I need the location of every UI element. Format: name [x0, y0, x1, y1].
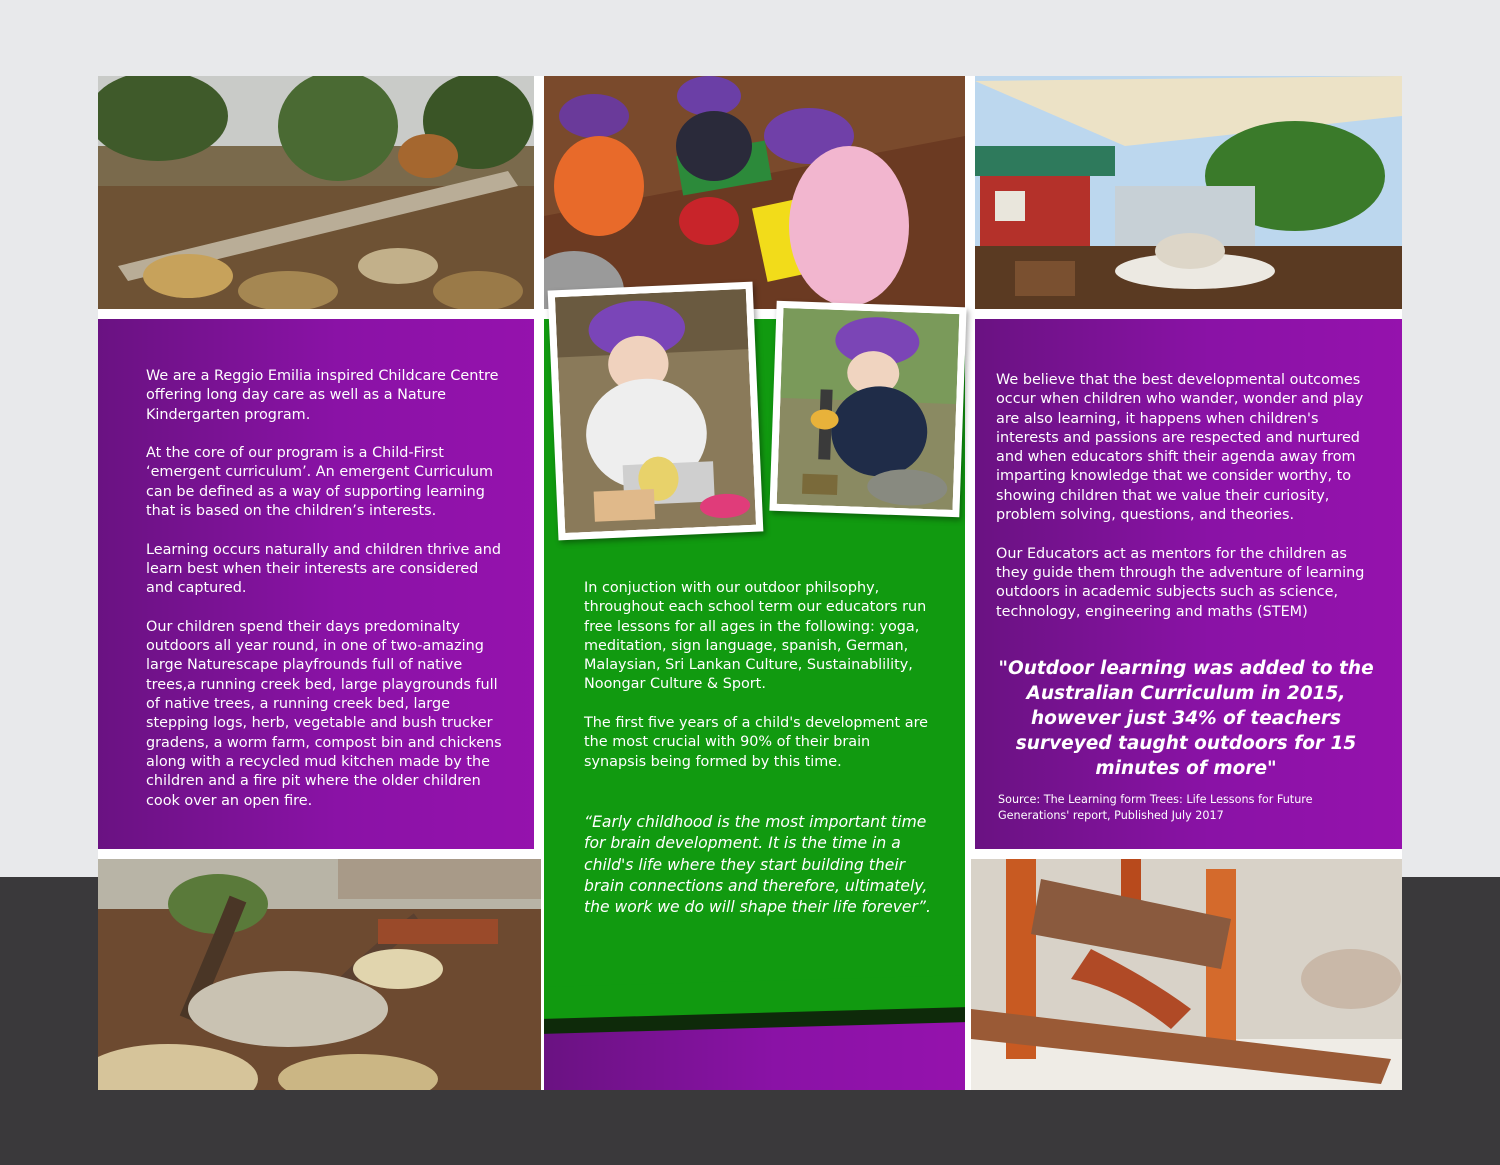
- center-quote: “Early childhood is the most important time for brain development. It is the time in a child's life where they start building their brain connections and therefore, ultimately, the work we do will shape their life forever”.: [584, 813, 931, 917]
- polaroid-photo-child-sawing: [548, 282, 764, 541]
- photo-shade-sail-playground: [975, 76, 1402, 309]
- center-paragraph: The first five years of a child's development are the most crucial with 90% of their brain synapsis being formed by this time.: [584, 715, 929, 770]
- right-paragraph: We believe that the best developmental outcomes occur when children who wander, wonder and play are also learning, it happens when children's interests and passions are respected and nurtured and when educators shift their agenda away from imparting knowledge that we consider worthy, to showing children that we value their curiosity, problem solving, questions, and theories.: [996, 372, 1364, 524]
- left-paragraph: Learning occurs naturally and children thrive and learn best when their interests are considered and captured.: [146, 541, 501, 597]
- left-paragraph: Our children spend their days predominalty outdoors all year round, in one of two-amazing large Naturescape playfrounds full of native trees,a running creek bed, large playgrounds full of native trees, a running creek bed, large stepping logs, herb, vegetable and bush trucker gradens, a worm farm, compost bin and chickens along with a recycled mud kitchen made by the children and a fire pit where the older children cook over an open fire.: [146, 618, 502, 809]
- right-highlight-quote: "Outdoor learning was added to the Australian Curriculum in 2015, however just 34% of teachers surveyed taught outdoors for 15 minutes of more": [998, 658, 1374, 779]
- right-source-citation: Source: The Learning form Trees: Life Lessons for Future Generations' report, Published July 2017: [998, 793, 1313, 822]
- left-paragraph: At the core of our program is a Child-First ‘emergent curriculum’. An emergent Curriculum can be defined as a way of supporting learning that is based on the children’s interests.: [146, 445, 493, 520]
- center-panel-text: [584, 579, 936, 791]
- right-panel-text: [996, 371, 1374, 641]
- photo-wooden-water-feature: [971, 859, 1402, 1090]
- photo-naturescape-playground: [98, 859, 541, 1090]
- left-panel-text: [146, 367, 502, 830]
- right-paragraph: Our Educators act as mentors for the children as they guide them through the adventure of learning outdoors in academic subjects such as science, technology, engineering and maths (STEM): [996, 545, 1365, 620]
- left-paragraph: We are a Reggio Emilia inspired Childcare Centre offering long day care as well as a Nature Kindergarten program.: [146, 368, 499, 423]
- brochure-sheet: [98, 76, 1402, 1090]
- polaroid-photo-child-drilling: [769, 301, 966, 518]
- photo-children-cutting-vegetables: [544, 76, 965, 309]
- center-paragraph: In conjuction with our outdoor philsophy, throughout each school term our educators run free lessons for all ages in the following: yoga, meditation, sign language, spanish, German, Malaysian, Sri Lankan Culture, Sustainablility, Noongar Culture & Sport.: [584, 580, 927, 693]
- photo-rocks-and-logs: [98, 76, 534, 309]
